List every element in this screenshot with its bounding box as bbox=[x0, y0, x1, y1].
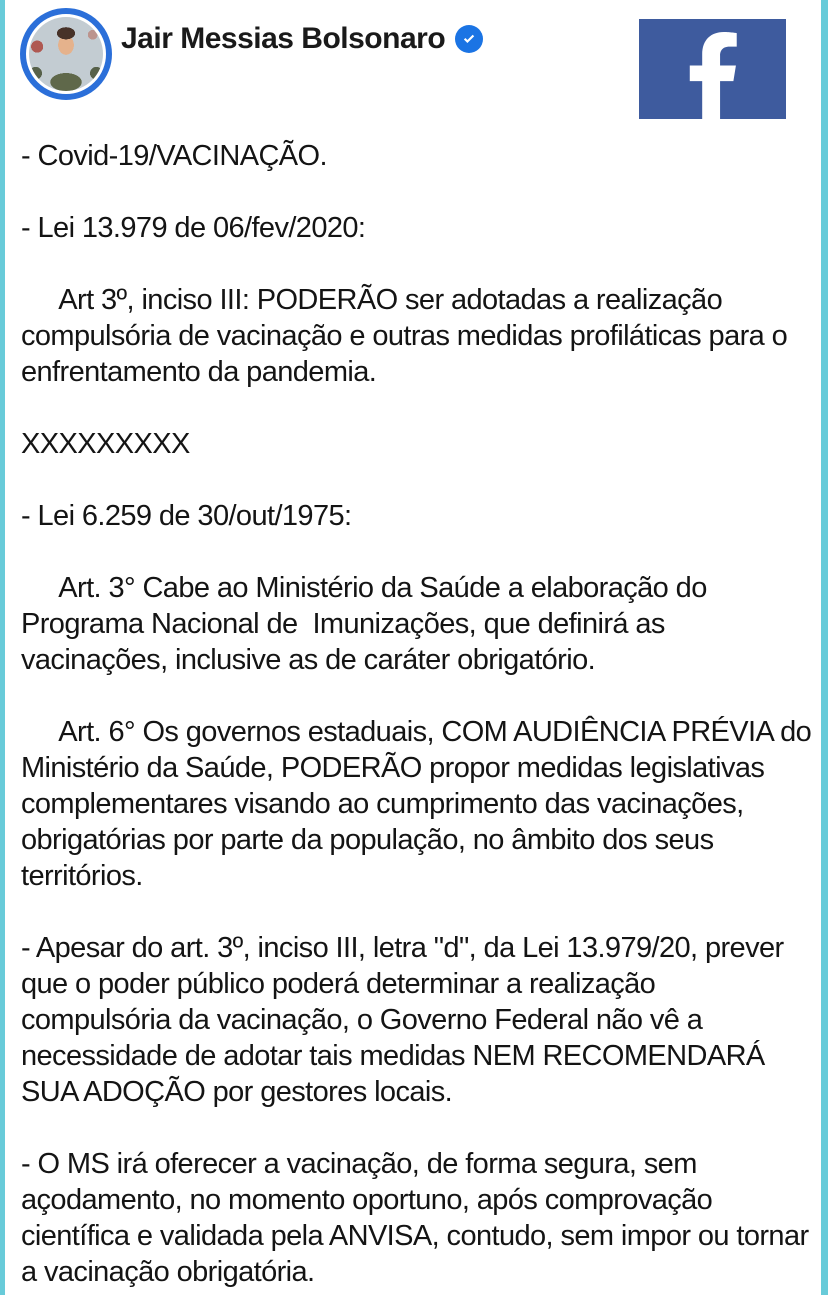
profile-photo-icon bbox=[29, 17, 103, 91]
edge-strip-left bbox=[0, 0, 5, 1295]
post-header bbox=[0, 0, 828, 120]
facebook-logo bbox=[639, 19, 786, 119]
post-paragraph: - Apesar do art. 3º, inciso III, letra "d", da Lei 13.979/20, prever que o poder público poderá determinar a realização compulsória da vacinação, o Governo Federal não vê a necessidade de adotar tais medidas NEM RECOMENDARÁ SUA ADOÇÃO por gestores locais. bbox=[21, 932, 792, 1108]
edge-strip-right bbox=[821, 0, 828, 1295]
verified-check-icon bbox=[455, 25, 483, 53]
post-paragraph: - Lei 13.979 de 06/fev/2020: bbox=[21, 212, 366, 244]
post-paragraph: XXXXXXXXX bbox=[21, 428, 190, 460]
facebook-f-icon bbox=[677, 19, 748, 119]
post-body bbox=[21, 138, 819, 1290]
profile-name-row bbox=[121, 20, 483, 58]
profile-avatar[interactable] bbox=[20, 8, 112, 100]
post-paragraph: - Lei 6.259 de 30/out/1975: bbox=[21, 500, 352, 532]
post-paragraph: Art. 6° Os governos estaduais, COM AUDIÊNCIA PRÉVIA do Ministério da Saúde, PODERÃO propor medidas legislativas complementares visando ao cumprimento das vacinações, obrigatórias por parte da população, no âmbito dos seus territórios. bbox=[21, 716, 819, 892]
post-paragraph: - O MS irá oferecer a vacinação, de forma segura, sem açodamento, no momento oportuno, após comprovação científica e validada pela ANVISA, contudo, sem impor ou tornar a vacinação obrigatória. bbox=[21, 1148, 817, 1288]
post-paragraph: - Covid-19/VACINAÇÃO. bbox=[21, 140, 327, 172]
post-paragraph: Art. 3° Cabe ao Ministério da Saúde a elaboração do Programa Nacional de Imunizações, que definirá as vacinações, inclusive as de caráter obrigatório. bbox=[21, 572, 715, 676]
profile-name[interactable]: Jair Messias Bolsonaro bbox=[121, 22, 446, 55]
post-paragraph: Art 3º, inciso III: PODERÃO ser adotadas a realização compulsória de vacinação e outras medidas profiláticas para o enfrentamento da pandemia. bbox=[21, 284, 795, 388]
